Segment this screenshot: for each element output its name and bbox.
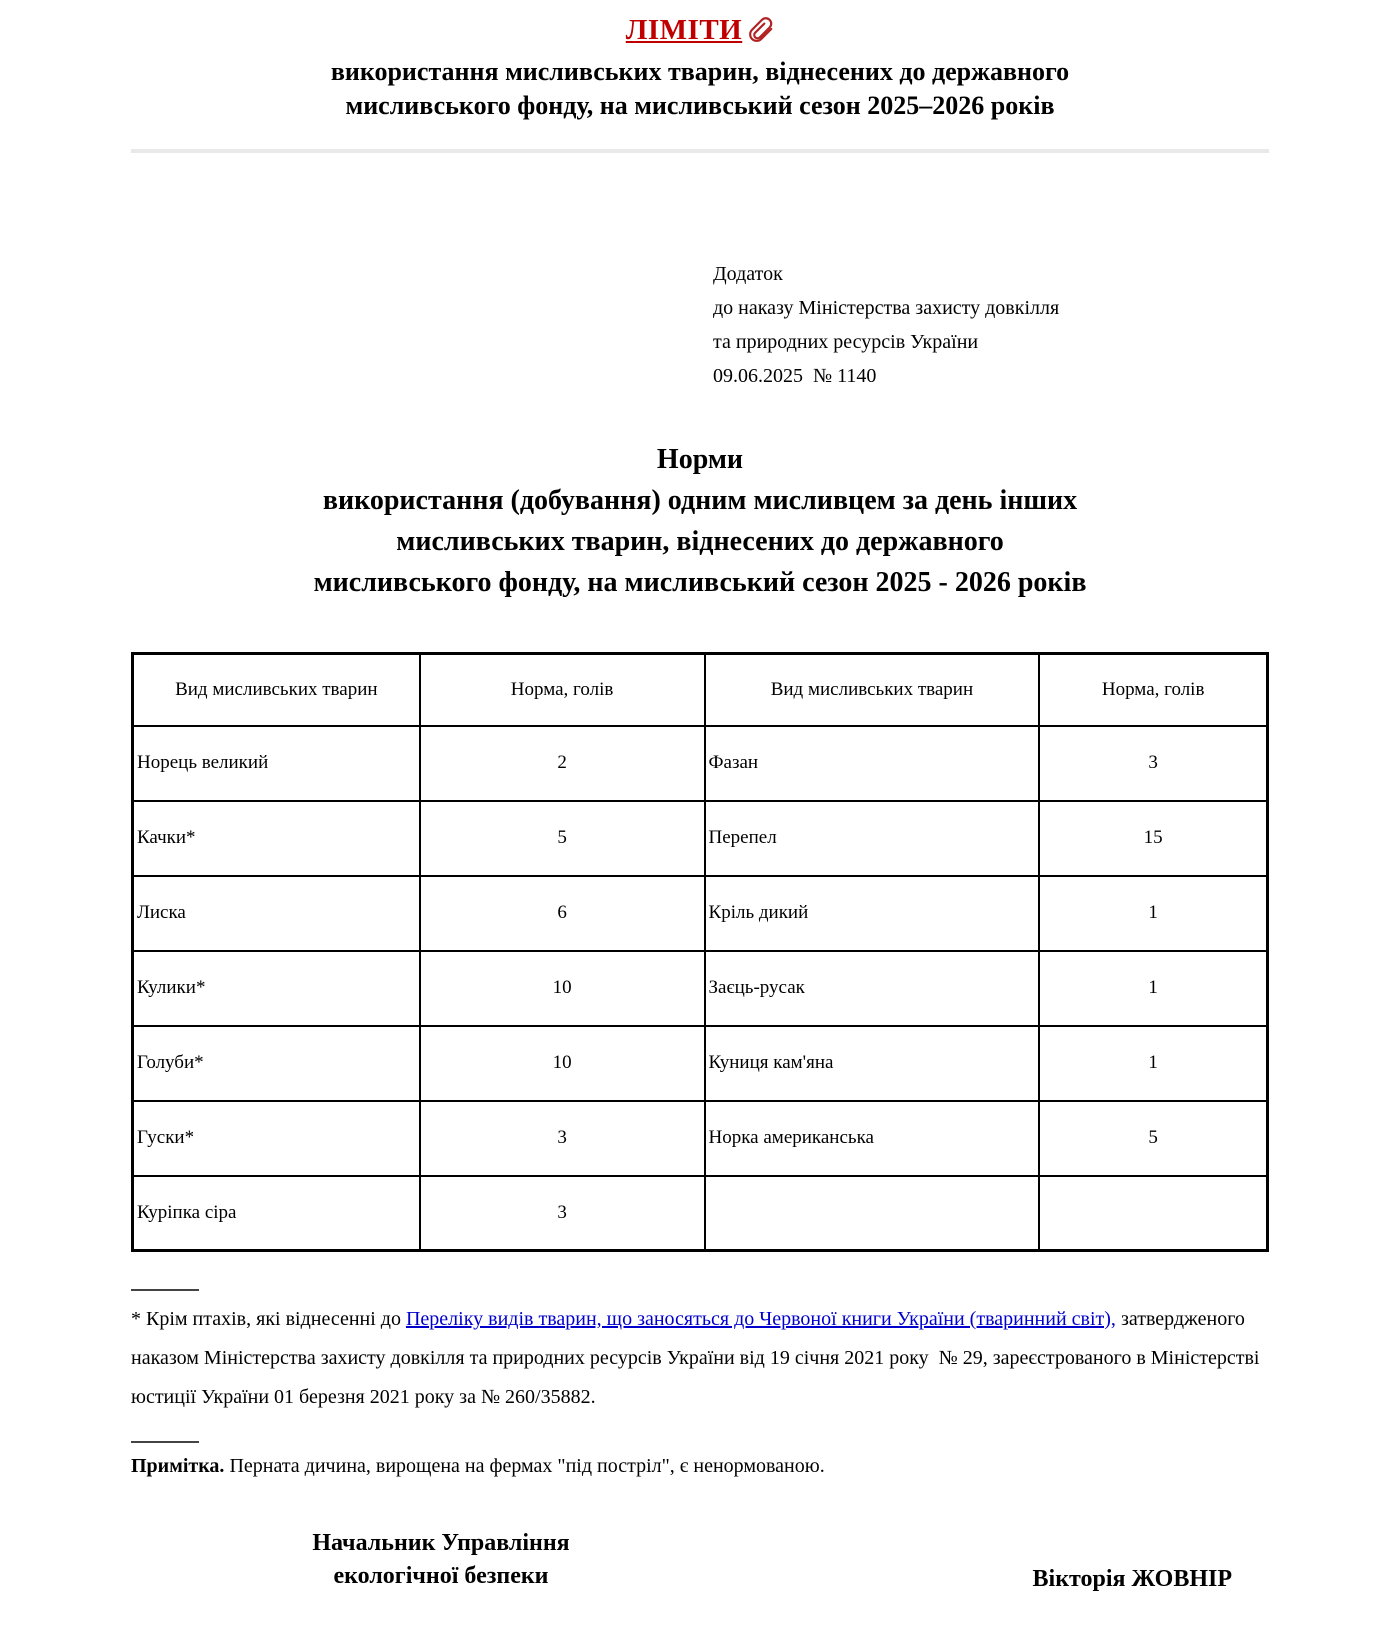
- animal-name-cell: Кріль дикий: [705, 876, 1040, 951]
- appendix-line-3: та природних ресурсів України: [713, 331, 979, 353]
- norm-value-cell: 5: [420, 801, 705, 876]
- red-book-link[interactable]: Переліку видів тварин, що заносяться до Червоної книги України (тваринний світ),: [405, 1308, 1116, 1330]
- animal-name-cell: Куріпка сіра: [133, 1176, 420, 1251]
- table-row: [133, 876, 1268, 951]
- norm-value-cell: 15: [1039, 801, 1267, 876]
- footnote-asterisk: [131, 1300, 1269, 1417]
- norms-heading-line-2: використання (добування) одним мисливцем за день інших: [322, 485, 1078, 516]
- table-body: [133, 726, 1268, 1251]
- animal-name-cell: Кулики*: [133, 951, 420, 1026]
- paperclip-icon: [748, 17, 774, 43]
- limits-title-text[interactable]: ЛІМІТИ: [625, 14, 743, 46]
- animal-name-cell: Качки*: [133, 801, 420, 876]
- animal-name-cell: Куниця кам'яна: [705, 1026, 1040, 1101]
- note-label: Примітка.: [131, 1455, 225, 1477]
- table-row: [133, 1176, 1268, 1251]
- norm-value-cell: 2: [420, 726, 705, 801]
- norm-value-cell: 6: [420, 876, 705, 951]
- document-subtitle: [131, 55, 1269, 123]
- appendix-line-4: 09.06.2025 № 1140: [713, 365, 877, 387]
- appendix-block: [713, 257, 1269, 393]
- note-text: Перната дичина, вирощена на фермах "під постріл", є ненормованою.: [224, 1455, 825, 1477]
- norm-value-cell: 10: [420, 951, 705, 1026]
- norm-value-cell: 5: [1039, 1101, 1267, 1176]
- norm-value-cell: 10: [420, 1026, 705, 1101]
- animal-name-cell: Перепел: [705, 801, 1040, 876]
- norm-value-cell: 1: [1039, 876, 1267, 951]
- table-header-cell: Норма, голів: [1039, 654, 1267, 726]
- animal-name-cell: Лиска: [133, 876, 420, 951]
- subtitle-line-2: мисливського фонду, на мисливський сезон 2025–2026 років: [345, 91, 1055, 120]
- signer-position-line-1: Начальник Управління: [312, 1530, 570, 1556]
- limits-title-link[interactable]: [625, 14, 774, 46]
- animal-name-cell: Голуби*: [133, 1026, 420, 1101]
- norms-heading-line-3: мисливських тварин, віднесених до державного: [396, 526, 1004, 557]
- footnote-rest: затвердженого наказом Міністерства захисту довкілля та природних ресурсів України від 19 січня 2021 року № 29, зареєстрованого в Міністерстві юстиції України 01 березня 2021 року за № 260/35882.: [131, 1308, 1260, 1408]
- table-row: [133, 1101, 1268, 1176]
- table-row: [133, 726, 1268, 801]
- norm-value-cell: 3: [1039, 726, 1267, 801]
- signer-name: Вікторія ЖОВНІР: [1032, 1566, 1232, 1592]
- table-header-row: [133, 654, 1268, 726]
- document-header: [131, 14, 1269, 123]
- document-page: [0, 14, 1400, 1593]
- animal-name-cell: Норка американська: [705, 1101, 1040, 1176]
- signer-position: [291, 1527, 591, 1593]
- animal-name-cell: Норець великий: [133, 726, 420, 801]
- signer-position-line-2: екологічної безпеки: [333, 1563, 549, 1589]
- norm-value-cell: [1039, 1176, 1267, 1251]
- norms-heading: [131, 439, 1269, 603]
- table-row: [133, 801, 1268, 876]
- norm-value-cell: 1: [1039, 951, 1267, 1026]
- animal-name-cell: [705, 1176, 1040, 1251]
- norm-value-cell: 3: [420, 1176, 705, 1251]
- appendix-line-1: Додаток: [713, 263, 783, 285]
- norm-value-cell: 1: [1039, 1026, 1267, 1101]
- norms-table: [131, 652, 1269, 1252]
- animal-name-cell: Гуски*: [133, 1101, 420, 1176]
- table-header-cell: Норма, голів: [420, 654, 705, 726]
- table-header-cell: Вид мисливських тварин: [705, 654, 1040, 726]
- signature-block: [131, 1527, 1269, 1593]
- animal-name-cell: Фазан: [705, 726, 1040, 801]
- table-row: [133, 1026, 1268, 1101]
- appendix-line-2: до наказу Міністерства захисту довкілля: [713, 297, 1060, 319]
- table-header-cell: Вид мисливських тварин: [133, 654, 420, 726]
- footnote-rule-2: [131, 1441, 199, 1443]
- table-row: [133, 951, 1268, 1026]
- footnote-rule-1: [131, 1289, 199, 1291]
- animal-name-cell: Заєць-русак: [705, 951, 1040, 1026]
- footnote-prefix: * Крім птахів, які віднесенні до: [131, 1308, 406, 1330]
- norms-heading-line-1: Норми: [656, 444, 744, 475]
- note-line: [131, 1451, 1269, 1481]
- subtitle-line-1: використання мисливських тварин, віднесених до державного: [330, 57, 1070, 86]
- norms-heading-line-4: мисливського фонду, на мисливський сезон 2025 - 2026 років: [313, 567, 1087, 598]
- header-divider: [131, 149, 1269, 153]
- norm-value-cell: 3: [420, 1101, 705, 1176]
